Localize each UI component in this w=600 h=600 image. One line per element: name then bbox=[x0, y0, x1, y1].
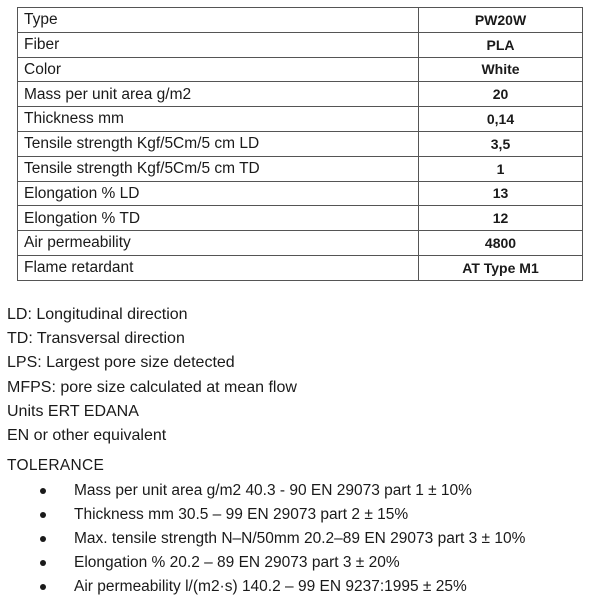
row-label: Flame retardant bbox=[18, 255, 419, 280]
row-value: 3,5 bbox=[419, 131, 583, 156]
table-row bbox=[18, 82, 583, 107]
row-value: 20 bbox=[419, 82, 583, 107]
row-label: Mass per unit area g/m2 bbox=[18, 82, 419, 107]
list-item bbox=[7, 503, 409, 527]
spec-table bbox=[17, 7, 583, 281]
row-label: Tensile strength Kgf/5Cm/5 cm TD bbox=[18, 156, 419, 181]
row-label: Fiber bbox=[18, 32, 419, 57]
table-row bbox=[18, 231, 583, 256]
row-value: 12 bbox=[419, 206, 583, 231]
abbreviation-notes bbox=[7, 303, 297, 448]
bullet-icon bbox=[40, 512, 46, 518]
table-row bbox=[18, 107, 583, 132]
row-label: Color bbox=[18, 57, 419, 82]
row-label: Elongation % LD bbox=[18, 181, 419, 206]
table-row bbox=[18, 181, 583, 206]
table-row bbox=[18, 131, 583, 156]
row-value: PLA bbox=[419, 32, 583, 57]
bullet-icon bbox=[40, 560, 46, 566]
row-label: Air permeability bbox=[18, 231, 419, 256]
tolerance-list bbox=[7, 479, 526, 599]
list-item bbox=[7, 479, 472, 503]
list-item bbox=[7, 575, 467, 599]
row-label: Tensile strength Kgf/5Cm/5 cm LD bbox=[18, 131, 419, 156]
bullet-icon bbox=[40, 488, 46, 494]
note-ld: LD: Longitudinal direction bbox=[7, 306, 188, 323]
row-value: PW20W bbox=[419, 8, 583, 33]
row-value: 13 bbox=[419, 181, 583, 206]
row-value: 1 bbox=[419, 156, 583, 181]
list-item bbox=[7, 527, 526, 551]
table-row bbox=[18, 32, 583, 57]
row-value: AT Type M1 bbox=[419, 255, 583, 280]
note-units: Units ERT EDANA bbox=[7, 402, 139, 420]
tolerance-item-text: Max. tensile strength N–N/50mm 20.2–89 EN 29073 part 3 ± 10% bbox=[74, 530, 526, 547]
table-row bbox=[18, 206, 583, 231]
row-value: White bbox=[419, 57, 583, 82]
spec-table-body bbox=[18, 8, 583, 281]
table-row bbox=[18, 255, 583, 280]
bullet-icon bbox=[40, 536, 46, 542]
tolerance-section bbox=[7, 455, 526, 599]
tolerance-heading: TOLERANCE bbox=[7, 457, 105, 474]
row-value: 0,14 bbox=[419, 107, 583, 132]
row-label: Thickness mm bbox=[18, 107, 419, 132]
note-lps: LPS: Largest pore size detected bbox=[7, 354, 235, 372]
row-value: 4800 bbox=[419, 231, 583, 256]
tolerance-item-text: Elongation % 20.2 – 89 EN 29073 part 3 ± 20% bbox=[74, 554, 400, 571]
row-label: Type bbox=[18, 8, 419, 33]
tolerance-item-text: Mass per unit area g/m2 40.3 - 90 EN 29073 part 1 ± 10% bbox=[74, 482, 472, 499]
note-equivalent: EN or other equivalent bbox=[7, 426, 167, 444]
tolerance-item-text: Air permeability l/(m2·s) 140.2 – 99 EN 9237:1995 ± 25% bbox=[74, 578, 467, 595]
table-row bbox=[18, 156, 583, 181]
note-td: TD: Transversal direction bbox=[7, 330, 185, 348]
list-item bbox=[7, 551, 400, 575]
table-row bbox=[18, 8, 583, 33]
row-label: Elongation % TD bbox=[18, 206, 419, 231]
note-mfps: MFPS: pore size calculated at mean flow bbox=[7, 378, 297, 396]
tolerance-item-text: Thickness mm 30.5 – 99 EN 29073 part 2 ± 15% bbox=[74, 506, 409, 523]
table-row bbox=[18, 57, 583, 82]
bullet-icon bbox=[40, 584, 46, 590]
